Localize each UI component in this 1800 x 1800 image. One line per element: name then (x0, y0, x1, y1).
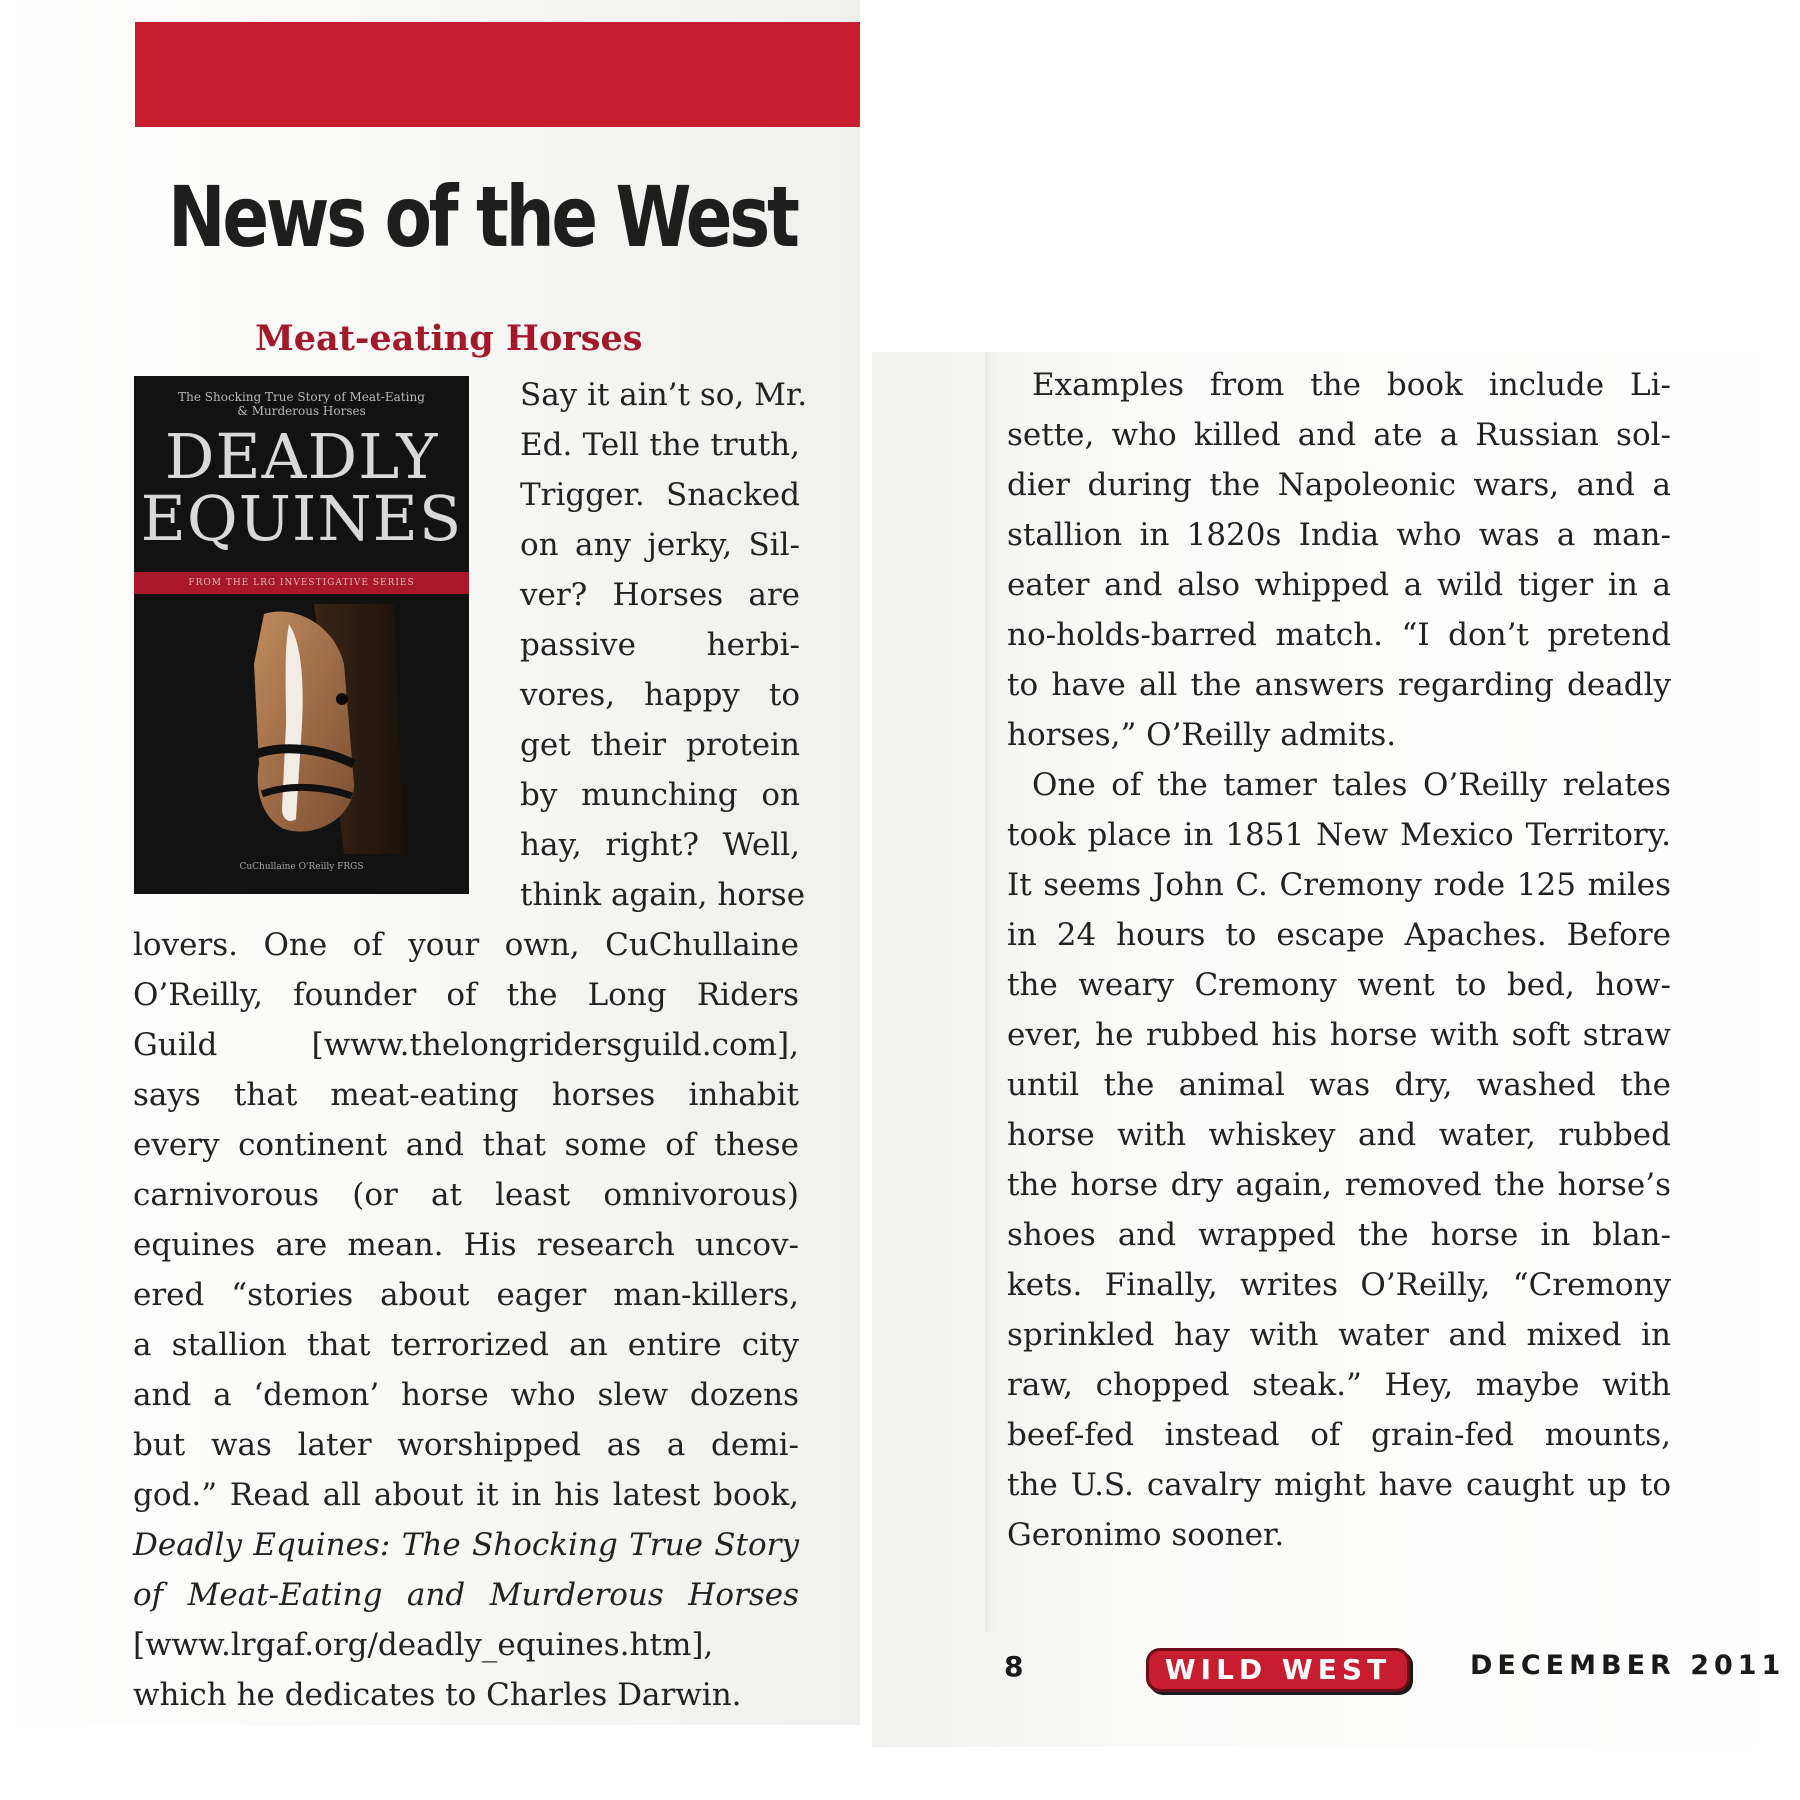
book-cover-title (134, 420, 469, 555)
right-column-line: Geronimo sooner. (1007, 1517, 1285, 1553)
right-column-line: horses,” O’Reilly admits. (1007, 717, 1397, 753)
left-column-line: says that meat-eating horses inhabit (133, 1077, 799, 1113)
right-column-line: kets. Finally, writes O’Reilly, “Cremony (1007, 1267, 1671, 1303)
right-column-line: One of the tamer tales O’Reilly relates (1032, 767, 1671, 803)
left-column-line: which he dedicates to Charles Darwin. (133, 1677, 742, 1713)
right-column-line: ever, he rubbed his horse with soft straw (1007, 1017, 1671, 1053)
intro-line: think again, horse (520, 877, 806, 913)
left-column-line: Deadly Equines: The Shocking True Story (133, 1527, 799, 1563)
right-column-line: in 24 hours to escape Apaches. Before (1007, 917, 1671, 953)
right-column-line: shoes and wrapped the horse in blan- (1007, 1217, 1671, 1253)
right-column-line: sette, who killed and ate a Russian sol- (1007, 417, 1671, 453)
left-column-line: Guild [www.thelongridersguild.com], (133, 1027, 799, 1063)
left-column-line: [www.lrgaf.org/deadly_equines.htm], (133, 1627, 714, 1663)
left-column-line: god.” Read all about it in his latest book, (133, 1477, 799, 1513)
wild-west-logo-text: WILD WEST (1164, 1653, 1392, 1686)
right-column-line: the weary Cremony went to bed, how- (1007, 967, 1671, 1003)
intro-line: ver? Horses are (520, 577, 800, 613)
page-gutter-shadow (985, 352, 995, 1632)
right-column-line: raw, chopped steak.” Hey, maybe with (1007, 1367, 1671, 1403)
left-column-line: O’Reilly, founder of the Long Riders (133, 977, 799, 1013)
intro-line: hay, right? Well, (520, 827, 800, 863)
intro-line: Ed. Tell the truth, (520, 427, 800, 463)
intro-line: on any jerky, Sil- (520, 527, 800, 563)
right-column-line: to have all the answers regarding deadly (1007, 667, 1671, 703)
left-column-line: ered “stories about eager man-killers, (133, 1277, 799, 1313)
book-cover-title-line1: DEADLY (164, 420, 439, 493)
intro-line: by munching on (520, 777, 800, 813)
left-column-line: and a ‘demon’ horse who slew dozens (133, 1377, 799, 1413)
left-column-line: lovers. One of your own, CuChullaine (133, 927, 799, 963)
intro-line: Say it ain’t so, Mr. (520, 377, 808, 413)
intro-line: passive herbi- (520, 627, 800, 663)
book-cover-subtitle-line1: The Shocking True Story of Meat-Eating (178, 390, 425, 404)
wild-west-logo (1146, 1648, 1410, 1692)
right-column-line: horse with whiskey and water, rubbed (1007, 1117, 1671, 1153)
book-cover-author: CuChullaine O'Reilly FRGS (239, 862, 364, 872)
book-cover-image (134, 376, 469, 894)
right-column-line: took place in 1851 New Mexico Territory. (1007, 817, 1671, 853)
right-column-line: stallion in 1820s India who was a man- (1007, 517, 1671, 553)
right-column-line: beef-fed instead of grain-fed mounts, (1007, 1417, 1671, 1453)
red-header-banner (135, 22, 860, 127)
book-cover-series-band: FROM THE LRG INVESTIGATIVE SERIES (134, 572, 469, 594)
right-column-line: until the animal was dry, washed the (1007, 1067, 1671, 1103)
left-column-line: carnivorous (or at least omnivorous) (133, 1177, 799, 1213)
right-column-line: It seems John C. Cremony rode 125 miles (1007, 867, 1671, 903)
section-title: News of the West (168, 168, 797, 266)
horse-head-illustration (194, 604, 414, 854)
right-column-line: the horse dry again, removed the horse’s (1007, 1167, 1671, 1203)
left-column-line: but was later worshipped as a demi- (133, 1427, 799, 1463)
right-column-line: no-holds-barred match. “I don’t pretend (1007, 617, 1671, 653)
intro-line: vores, happy to (520, 677, 800, 713)
article-headline: Meat-eating Horses (255, 318, 643, 359)
intro-line: Trigger. Snacked (520, 477, 800, 513)
footer-page-number: 8 (1004, 1650, 1024, 1683)
intro-line: get their protein (520, 727, 800, 763)
left-column-line: every continent and that some of these (133, 1127, 799, 1163)
footer-issue-date: DECEMBER 2011 (1470, 1650, 1786, 1681)
right-column-line: eater and also whipped a wild tiger in a (1007, 567, 1671, 603)
left-column-line: a stallion that terrorized an entire city (133, 1327, 799, 1363)
right-column-line: the U.S. cavalry might have caught up to (1007, 1467, 1671, 1503)
right-column-line: Examples from the book include Li- (1032, 367, 1671, 403)
right-column-line: sprinkled hay with water and mixed in (1007, 1317, 1671, 1353)
book-cover-subtitle-line2: & Murderous Horses (237, 404, 366, 418)
left-column-line: equines are mean. His research uncov- (133, 1227, 799, 1263)
book-cover-title-line2: EQUINES (140, 482, 463, 555)
right-column-line: dier during the Napoleonic wars, and a (1007, 467, 1671, 503)
left-column-line: of Meat-Eating and Murderous Horses (133, 1577, 799, 1613)
